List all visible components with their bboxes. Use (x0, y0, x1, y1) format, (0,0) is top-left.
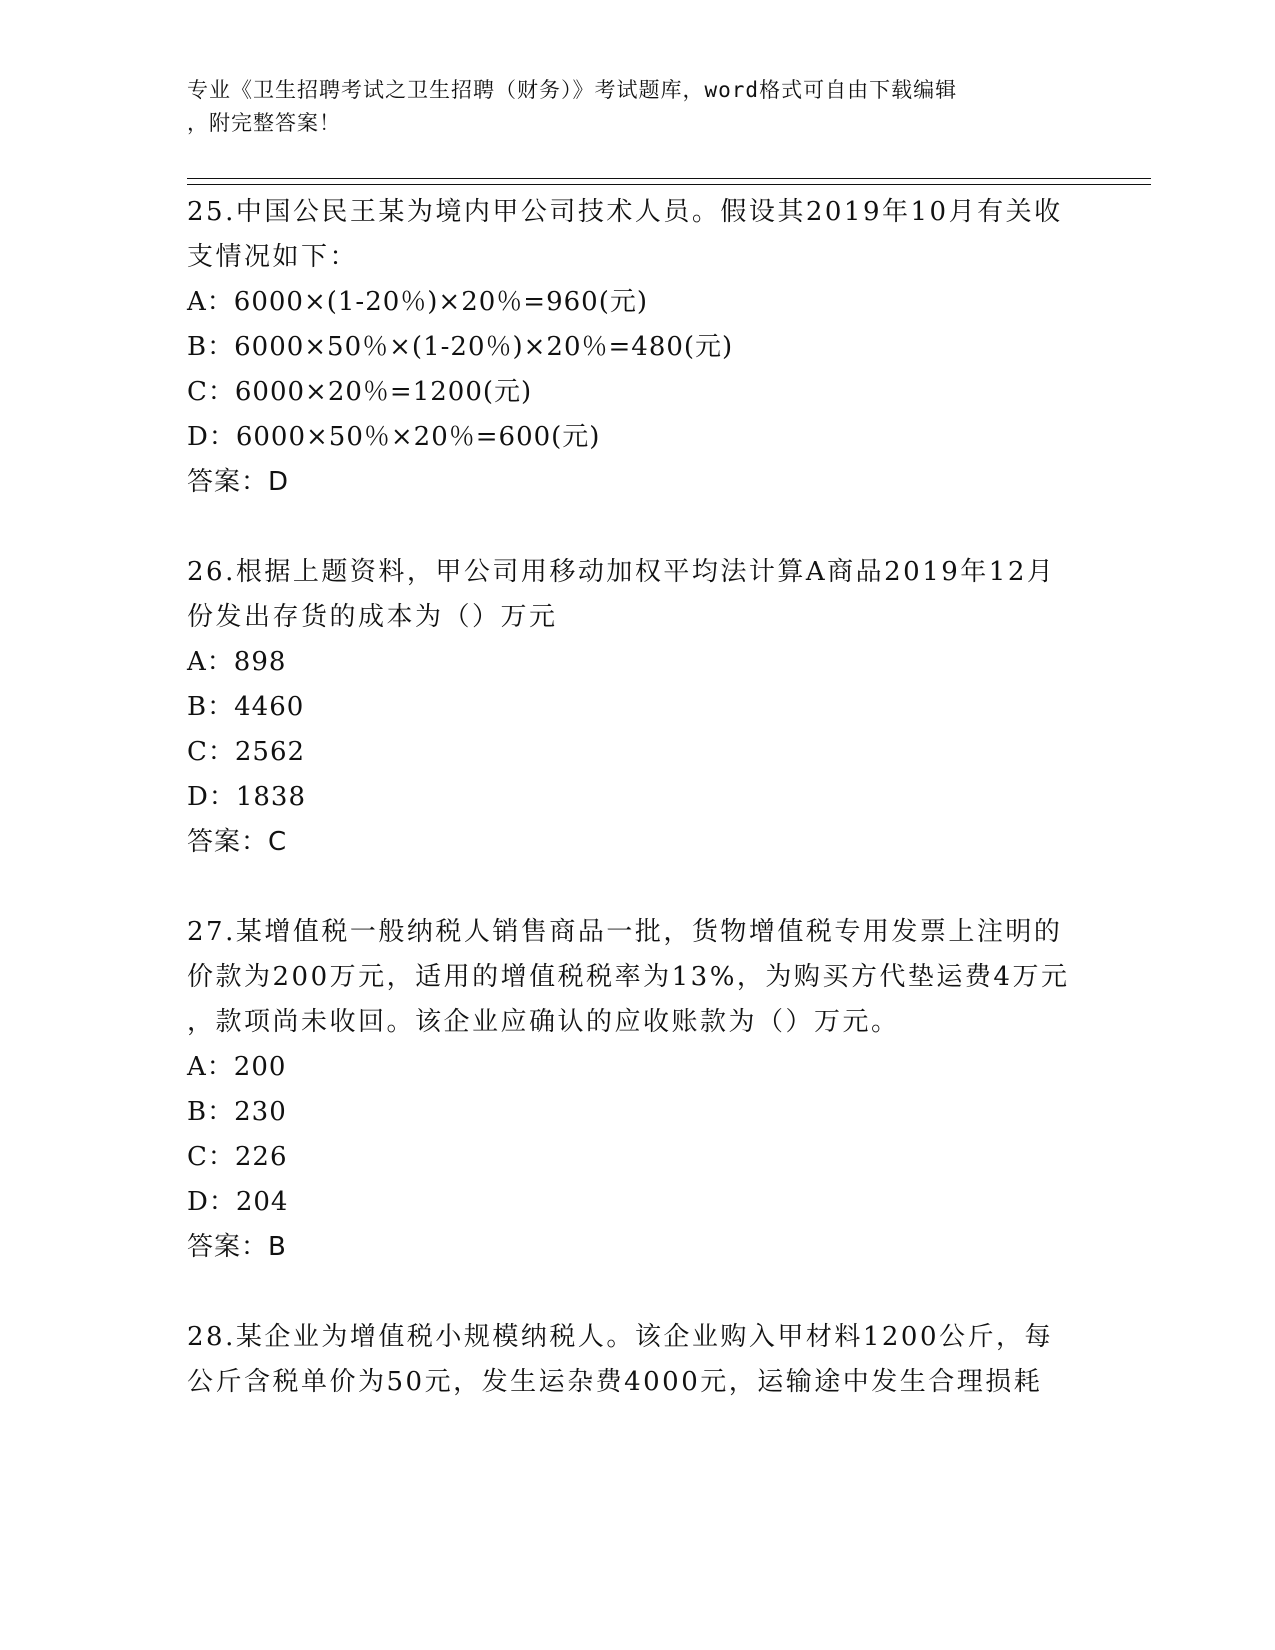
header-line-2: ，附完整答案！ (187, 111, 341, 135)
option-d: D：6000×50％×20％=600(元) (187, 422, 601, 452)
header-divider-bottom (187, 184, 1151, 185)
option-c: C：6000×20％=1200(元) (187, 377, 533, 407)
question-text: 25.中国公民王某为境内甲公司技术人员。假设其2019年10月有关收 (187, 197, 1063, 227)
question-text: 份发出存货的成本为（）万元 (187, 602, 558, 632)
question-text: 26.根据上题资料，甲公司用移动加权平均法计算A商品2019年12月 (187, 557, 1056, 587)
option-b: B：6000×50％×(1-20％)×20％=480(元) (187, 332, 734, 362)
document-header (187, 74, 1067, 140)
answer: 答案：D (187, 467, 290, 497)
option-a: A：6000×(1-20％)×20％=960(元) (187, 287, 648, 317)
question-list (187, 190, 1087, 1450)
header-line-1: 专业《卫生招聘考试之卫生招聘（财务）》考试题库，word格式可自由下载编辑 (187, 78, 958, 102)
answer: 答案：B (187, 1232, 287, 1262)
question-25 (187, 190, 1087, 505)
question-27 (187, 910, 1087, 1270)
option-b: B：4460 (187, 692, 305, 722)
question-text: 公斤含税单价为50元，发生运杂费4000元，运输途中发生合理损耗 (187, 1367, 1043, 1397)
option-d: D：204 (187, 1187, 289, 1217)
header-divider-top (187, 178, 1151, 179)
question-text: 27.某增值税一般纳税人销售商品一批，货物增值税专用发票上注明的 (187, 917, 1063, 947)
question-28 (187, 1315, 1087, 1405)
question-text: 28.某企业为增值税小规模纳税人。该企业购入甲材料1200公斤，每 (187, 1322, 1054, 1352)
option-d: D：1838 (187, 782, 307, 812)
question-text: 支情况如下： (187, 242, 359, 272)
option-c: C：226 (187, 1142, 288, 1172)
option-c: C：2562 (187, 737, 306, 767)
question-26 (187, 550, 1087, 865)
option-b: B：230 (187, 1097, 287, 1127)
question-text: 价款为200万元，适用的增值税税率为13%，为购买方代垫运费4万元 (187, 962, 1070, 992)
answer: 答案：C (187, 827, 288, 857)
option-a: A：200 (187, 1052, 287, 1082)
question-text: ，款项尚未收回。该企业应确认的应收账款为（）万元。 (187, 1007, 900, 1037)
option-a: A：898 (187, 647, 287, 677)
